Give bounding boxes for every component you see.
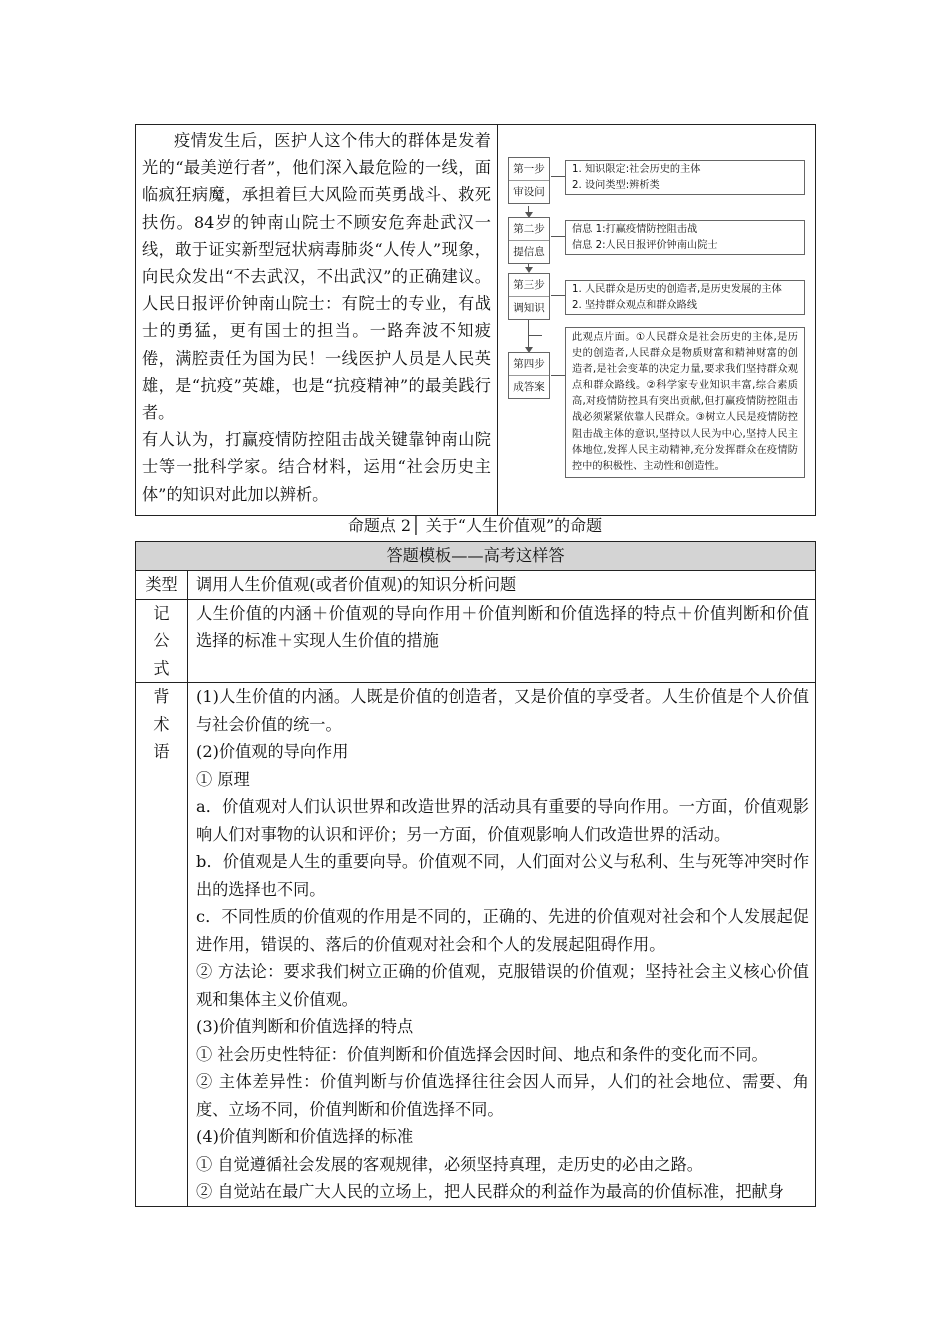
term-line: (2)价值观的导向作用 [196,742,349,761]
step-4-number: 第四步 [509,353,549,376]
step-1-line: 1. 知识限定:社会历史的主体 [572,164,701,175]
flow-branch-line [551,236,565,237]
term-line: a．价值观对人们认识世界和改造世界的活动具有重要的导向作用。一方面，价值观影响人们对事物的认识和评价；另一方面，价值观影响人们改造世界的活动。 [196,797,809,844]
row-body [188,600,815,683]
term-line: ① 社会历史性特征：价值判断和价值选择会因时间、地点和条件的变化而不同。 [196,1044,768,1064]
step-1-box [508,157,550,204]
step-4-box [508,352,550,399]
step-2-line: 信息 2:人民日报评价钟南山院士 [572,239,718,251]
template-row-formula [136,600,815,684]
answer-template-table [135,541,816,1207]
step-4-name: 成答案 [513,381,545,393]
step-4-content: 此观点片面。①人民群众是社会历史的主体,是历史的创造者,人民群众是物质财富和精神财富的创造者,是社会变革的决定力量,要求我们坚持群众观点和群众路线。②科学家专业知识丰富,综合素质高,对疫情防控具有突出贡献,但打赢疫情防控阻击战必须紧紧依靠人民群众。③树立人民是疫情防控阻击战主体的意识,坚持以人民为中心,坚持人民主体地位,发挥人民主动精神,充分发挥群众在疫情防控中的积极性、主动性和创造性。 [565,327,805,478]
step-2-box [508,217,550,264]
term-line: ① 原理 [196,769,250,789]
row-label: 记公式 [136,600,188,683]
term-line: ② 自觉站在最广大人民的立场上，把人民群众的利益作为最高的价值标准，把献身 [196,1182,784,1201]
template-header: 答题模板——高考这样答 [136,542,815,571]
term-line: ① 自觉遵循社会发展的客观规律，必须坚持真理，走历史的必由之路。 [196,1154,703,1174]
flow-branch-line [551,295,565,296]
case-paragraph-2: 有人认为，打赢疫情防控阻击战关键靠钟南山院士等一批科学家。结合材料，运用“社会历史主体”的知识对此加以辨析。 [142,430,491,504]
step-3-line: 2. 坚持群众观点和群众路线 [572,299,698,311]
term-line: c．不同性质的价值观的作用是不同的，正确的、先进的价值观对社会和个人发展起促进作用，错误的、落后的价值观对社会和个人的发展起阻碍作用。 [196,907,809,954]
step-2-line: 信息 1:打赢疫情防控阻击战 [572,224,698,235]
step-2-number: 第二步 [509,218,549,241]
step-3-number: 第三步 [509,274,549,297]
row-text: 人生价值的内涵＋价值观的导向作用＋价值判断和价值选择的特点＋价值判断和价值选择的标准＋实现人生价值的措施 [196,603,809,650]
term-line: ② 主体差异性：价值判断与价值选择往往会因人而异，人们的社会地位、需要、角度、立场不同，价值判断和价值选择不同。 [196,1072,809,1119]
case-material [136,125,498,515]
flow-branch-line [551,176,565,177]
template-row-terms [136,683,815,1206]
row-body [188,683,815,1206]
step-1-name: 审设问 [513,186,545,198]
step-2-name: 提信息 [513,246,545,258]
step-3-name: 调知识 [513,302,545,314]
step-2-content [565,220,805,255]
step-1-number: 第一步 [509,158,549,181]
term-line: ② 方法论：要求我们树立正确的价值观，克服错误的价值观；坚持社会主义核心价值观和集体主义价值观。 [196,962,809,1009]
step-3-box [508,273,550,320]
step-1-line: 2. 设问类型:辨析类 [572,179,660,191]
template-row-type [136,571,815,600]
answer-flowchart [498,125,815,515]
row-label: 背术语 [136,683,188,1206]
term-line: (1)人生价值的内涵。人既是价值的创造者，又是价值的享受者。人生价值是个人价值与社会价值的统一。 [196,687,809,734]
row-text: 调用人生价值观(或者价值观)的知识分析问题 [196,575,517,594]
term-line: (3)价值判断和价值选择的特点 [196,1017,414,1036]
step-1-content [565,160,805,195]
step-3-line: 1. 人民群众是历史的创造者,是历史发展的主体 [572,284,782,295]
case-paragraph-1: 疫情发生后，医护人这个伟大的群体是发着光的“最美逆行者”，他们深入最危险的一线，面临疯狂病魔，承担着巨大风险而英勇战斗、救死扶伤。84岁的钟南山院士不顾安危奔赴武汉一线，敢于证实新型冠状病毒肺炎“人传人”现象，向民众发出“不去武汉，不出武汉”的正确建议。人民日报评价钟南山院士：有院士的专业，有战士的勇猛，更有国士的担当。一路奔波不知疲倦，满腔责任为国为民！一线医护人员是人民英雄，是“抗疫”英雄，也是“抗疫精神”的最美践行者。 [142,131,491,423]
step-3-content [565,280,805,315]
flow-branch-line [551,375,565,376]
row-label: 类型 [136,571,188,599]
flow-branch-line [528,335,542,336]
case-table [135,124,816,516]
term-line: (4)价值判断和价值选择的标准 [196,1127,414,1146]
section-subtitle: 命题点 2│ 关于“人生价值观”的命题 [347,516,603,535]
row-body [188,571,815,599]
term-line: b．价值观是人生的重要向导。价值观不同，人们面对公义与私利、生与死等冲突时作出的选择也不同。 [196,852,810,899]
